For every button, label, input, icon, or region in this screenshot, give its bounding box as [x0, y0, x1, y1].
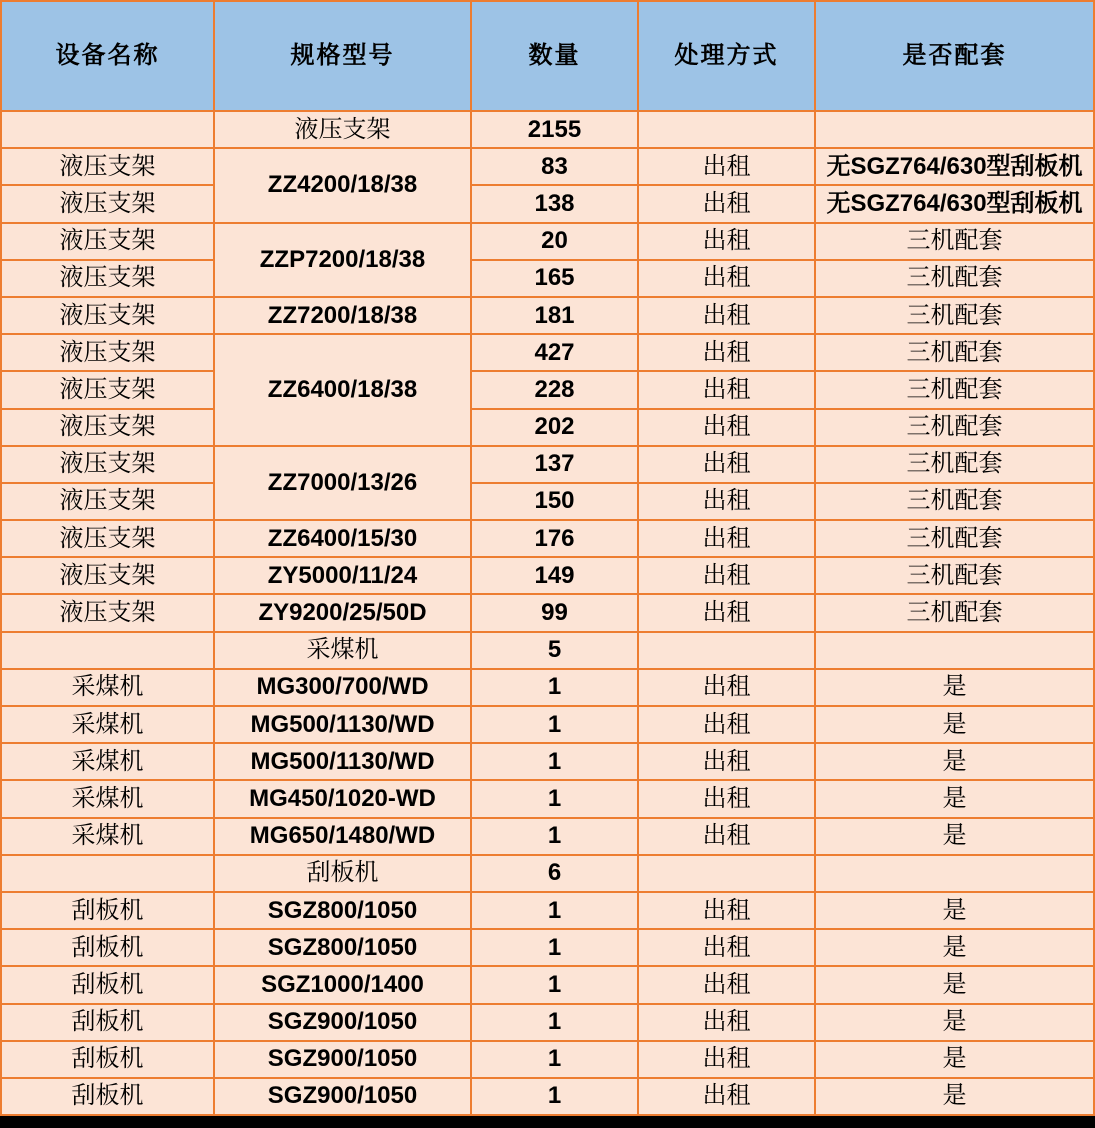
cell-spec-model: ZZ6400/18/38 — [214, 334, 471, 446]
cell-spec-model: ZZ7000/13/26 — [214, 446, 471, 520]
header-quantity: 数量 — [471, 1, 638, 111]
cell-equipment-name: 采煤机 — [1, 780, 214, 817]
cell-quantity: 1 — [471, 892, 638, 929]
cell-handling-method: 出租 — [638, 297, 815, 334]
cell-equipment-name: 液压支架 — [1, 334, 214, 371]
subtotal-row — [1, 855, 1094, 892]
cell-quantity: 165 — [471, 260, 638, 297]
cell-handling-method — [638, 111, 815, 148]
cell-spec-model: SGZ1000/1400 — [214, 966, 471, 1003]
table-body — [1, 111, 1094, 1115]
cell-quantity: 20 — [471, 223, 638, 260]
cell-matching: 三机配套 — [815, 334, 1094, 371]
cell-quantity: 1 — [471, 929, 638, 966]
cell-handling-method: 出租 — [638, 818, 815, 855]
table-row — [1, 929, 1094, 966]
table-row — [1, 966, 1094, 1003]
table-row — [1, 780, 1094, 817]
cell-quantity: 150 — [471, 483, 638, 520]
header-equipment-name: 设备名称 — [1, 1, 214, 111]
cell-quantity: 83 — [471, 148, 638, 185]
cell-equipment-name: 刮板机 — [1, 1004, 214, 1041]
cell-spec-model: MG650/1480/WD — [214, 818, 471, 855]
cell-quantity: 181 — [471, 297, 638, 334]
cell-matching: 三机配套 — [815, 594, 1094, 631]
cell-handling-method: 出租 — [638, 1004, 815, 1041]
table-row — [1, 334, 1094, 371]
cell-equipment-name: 刮板机 — [1, 1078, 214, 1115]
cell-equipment-name: 液压支架 — [1, 409, 214, 446]
cell-handling-method: 出租 — [638, 929, 815, 966]
cell-quantity: 202 — [471, 409, 638, 446]
header-spec-model: 规格型号 — [214, 1, 471, 111]
cell-handling-method: 出租 — [638, 1041, 815, 1078]
cell-equipment-name: 液压支架 — [1, 223, 214, 260]
cell-spec-model: ZZ4200/18/38 — [214, 148, 471, 222]
table-row — [1, 446, 1094, 483]
cell-matching: 三机配套 — [815, 557, 1094, 594]
cell-equipment-name: 液压支架 — [1, 594, 214, 631]
cell-equipment-name: 液压支架 — [1, 371, 214, 408]
cell-matching: 是 — [815, 929, 1094, 966]
table-row — [1, 669, 1094, 706]
cell-matching: 三机配套 — [815, 371, 1094, 408]
cell-equipment-name: 液压支架 — [1, 557, 214, 594]
cell-quantity: 6 — [471, 855, 638, 892]
cell-handling-method: 出租 — [638, 706, 815, 743]
cell-quantity: 1 — [471, 706, 638, 743]
cell-spec-model: 采煤机 — [214, 632, 471, 669]
cell-spec-model: ZY9200/25/50D — [214, 594, 471, 631]
cell-handling-method: 出租 — [638, 966, 815, 1003]
cell-quantity: 137 — [471, 446, 638, 483]
cell-matching — [815, 855, 1094, 892]
cell-matching: 无SGZ764/630型刮板机 — [815, 148, 1094, 185]
cell-equipment-name: 刮板机 — [1, 892, 214, 929]
cell-matching: 三机配套 — [815, 297, 1094, 334]
cell-spec-model: SGZ800/1050 — [214, 929, 471, 966]
table-row — [1, 260, 1094, 297]
header-handling-method: 处理方式 — [638, 1, 815, 111]
cell-equipment-name: 采煤机 — [1, 706, 214, 743]
table-row — [1, 483, 1094, 520]
cell-spec-model: MG300/700/WD — [214, 669, 471, 706]
cell-matching: 无SGZ764/630型刮板机 — [815, 185, 1094, 222]
cell-matching: 三机配套 — [815, 446, 1094, 483]
cell-handling-method: 出租 — [638, 780, 815, 817]
cell-spec-model: SGZ800/1050 — [214, 892, 471, 929]
cell-matching: 是 — [815, 1041, 1094, 1078]
table-row — [1, 148, 1094, 185]
cell-equipment-name — [1, 111, 214, 148]
cell-equipment-name: 刮板机 — [1, 1041, 214, 1078]
cell-spec-model: ZZ7200/18/38 — [214, 297, 471, 334]
cell-spec-model: ZY5000/11/24 — [214, 557, 471, 594]
cell-handling-method: 出租 — [638, 334, 815, 371]
table-row — [1, 818, 1094, 855]
cell-handling-method — [638, 632, 815, 669]
cell-equipment-name — [1, 855, 214, 892]
cell-matching: 三机配套 — [815, 483, 1094, 520]
cell-quantity: 1 — [471, 1041, 638, 1078]
cell-equipment-name: 采煤机 — [1, 818, 214, 855]
cell-spec-model: MG450/1020-WD — [214, 780, 471, 817]
cell-matching: 是 — [815, 818, 1094, 855]
cell-handling-method: 出租 — [638, 185, 815, 222]
table-row — [1, 520, 1094, 557]
cell-quantity: 1 — [471, 966, 638, 1003]
cell-matching — [815, 632, 1094, 669]
cell-spec-model: MG500/1130/WD — [214, 743, 471, 780]
cell-equipment-name: 液压支架 — [1, 185, 214, 222]
cell-equipment-name: 液压支架 — [1, 148, 214, 185]
cell-equipment-name: 液压支架 — [1, 520, 214, 557]
cell-handling-method: 出租 — [638, 1078, 815, 1115]
cell-handling-method: 出租 — [638, 260, 815, 297]
cell-handling-method: 出租 — [638, 557, 815, 594]
header-matching: 是否配套 — [815, 1, 1094, 111]
cell-equipment-name: 刮板机 — [1, 929, 214, 966]
cell-quantity: 1 — [471, 1004, 638, 1041]
cell-quantity: 1 — [471, 669, 638, 706]
cell-quantity: 1 — [471, 1078, 638, 1115]
cell-handling-method: 出租 — [638, 223, 815, 260]
cell-quantity: 138 — [471, 185, 638, 222]
table-row — [1, 1078, 1094, 1115]
header-row — [1, 1, 1094, 111]
table-row — [1, 594, 1094, 631]
cell-matching: 是 — [815, 892, 1094, 929]
subtotal-row — [1, 111, 1094, 148]
table-row — [1, 409, 1094, 446]
cell-quantity: 2155 — [471, 111, 638, 148]
cell-spec-model: ZZP7200/18/38 — [214, 223, 471, 297]
cell-handling-method: 出租 — [638, 148, 815, 185]
cell-equipment-name: 采煤机 — [1, 669, 214, 706]
cell-spec-model: MG500/1130/WD — [214, 706, 471, 743]
table-row — [1, 223, 1094, 260]
cell-matching: 是 — [815, 706, 1094, 743]
cell-quantity: 99 — [471, 594, 638, 631]
cell-matching: 是 — [815, 1004, 1094, 1041]
cell-spec-model: SGZ900/1050 — [214, 1078, 471, 1115]
cell-handling-method: 出租 — [638, 446, 815, 483]
cell-matching: 三机配套 — [815, 520, 1094, 557]
cell-matching: 是 — [815, 669, 1094, 706]
cell-handling-method: 出租 — [638, 892, 815, 929]
cell-handling-method: 出租 — [638, 520, 815, 557]
cell-quantity: 1 — [471, 743, 638, 780]
cell-quantity: 1 — [471, 818, 638, 855]
cell-handling-method: 出租 — [638, 743, 815, 780]
cell-quantity: 228 — [471, 371, 638, 408]
cell-matching — [815, 111, 1094, 148]
table-row — [1, 297, 1094, 334]
cell-equipment-name: 液压支架 — [1, 446, 214, 483]
cell-handling-method: 出租 — [638, 669, 815, 706]
cell-equipment-name: 刮板机 — [1, 966, 214, 1003]
cell-matching: 三机配套 — [815, 409, 1094, 446]
cell-handling-method: 出租 — [638, 483, 815, 520]
cell-handling-method — [638, 855, 815, 892]
cell-equipment-name: 采煤机 — [1, 743, 214, 780]
cell-matching: 是 — [815, 1078, 1094, 1115]
cell-spec-model: ZZ6400/15/30 — [214, 520, 471, 557]
cell-quantity: 427 — [471, 334, 638, 371]
table-row — [1, 743, 1094, 780]
table-row — [1, 892, 1094, 929]
table-header — [1, 1, 1094, 111]
cell-handling-method: 出租 — [638, 594, 815, 631]
cell-handling-method: 出租 — [638, 371, 815, 408]
cell-matching: 是 — [815, 966, 1094, 1003]
cell-handling-method: 出租 — [638, 409, 815, 446]
cell-matching: 三机配套 — [815, 260, 1094, 297]
cell-equipment-name — [1, 632, 214, 669]
cell-equipment-name: 液压支架 — [1, 260, 214, 297]
cell-equipment-name: 液压支架 — [1, 483, 214, 520]
table-row — [1, 1004, 1094, 1041]
cell-quantity: 1 — [471, 780, 638, 817]
cell-matching: 是 — [815, 780, 1094, 817]
table-row — [1, 557, 1094, 594]
cell-matching: 三机配套 — [815, 223, 1094, 260]
cell-quantity: 176 — [471, 520, 638, 557]
cell-spec-model: SGZ900/1050 — [214, 1041, 471, 1078]
table-row — [1, 1041, 1094, 1078]
cell-spec-model: 刮板机 — [214, 855, 471, 892]
subtotal-row — [1, 632, 1094, 669]
cell-spec-model: 液压支架 — [214, 111, 471, 148]
cell-matching: 是 — [815, 743, 1094, 780]
cell-spec-model: SGZ900/1050 — [214, 1004, 471, 1041]
cell-quantity: 149 — [471, 557, 638, 594]
table-row — [1, 185, 1094, 222]
table-row — [1, 706, 1094, 743]
cell-equipment-name: 液压支架 — [1, 297, 214, 334]
cell-quantity: 5 — [471, 632, 638, 669]
table-row — [1, 371, 1094, 408]
